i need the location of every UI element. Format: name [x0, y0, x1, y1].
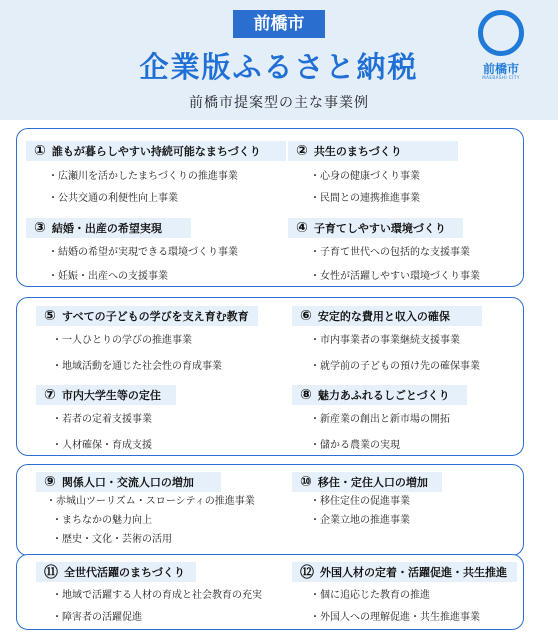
category-number: ① [34, 143, 46, 159]
page-subtitle: 前橋市提案型の主な事業例 [189, 95, 369, 111]
list-item: ・まちなかの魅力向上 [52, 515, 152, 526]
category-number: ⑤ [44, 308, 56, 324]
category-number: ⑧ [300, 387, 312, 403]
category-header [288, 141, 458, 161]
category-2 [288, 141, 458, 204]
category-title: 結婚・出産の希望実現 [51, 222, 162, 235]
category-header [36, 385, 176, 405]
category-header [26, 218, 191, 238]
category-number: ② [296, 143, 308, 159]
category-number: ③ [34, 220, 46, 236]
category-header [292, 562, 517, 582]
category-header [292, 472, 442, 492]
maebashi-logo-icon [478, 10, 524, 56]
list-item: ・儲かる農業の実現 [310, 440, 400, 451]
list-item: ・人材確保・育成支援 [52, 440, 152, 451]
list-item: ・民間との連携推進事業 [310, 193, 420, 204]
category-10 [292, 472, 442, 526]
category-number: ④ [296, 220, 308, 236]
category-title: 安定的な費用と収入の確保 [317, 310, 450, 323]
category-6 [292, 306, 482, 372]
category-header [26, 141, 286, 161]
list-item: ・公共交通の利便性向上事業 [48, 193, 178, 204]
category-title: 魅力あふれるしごとづくり [317, 389, 450, 402]
category-3 [26, 218, 238, 282]
header-banner [0, 0, 558, 120]
list-item: ・若者の定着支援事業 [52, 414, 152, 425]
category-8 [292, 385, 467, 451]
page-title: 企業版ふるさと納税 [139, 50, 419, 84]
list-item: ・地域活動を通じた社会性の育成事業 [52, 361, 222, 372]
list-item: ・地域で活躍する人材の育成と社会教育の充実 [52, 590, 262, 601]
category-title: 共生のまちづくり [313, 145, 402, 158]
list-item: ・障害者の活躍促進 [52, 612, 142, 623]
category-number: ⑫ [300, 565, 314, 581]
list-item: ・就学前の子どもの預け先の確保事業 [310, 361, 480, 372]
category-header [292, 306, 482, 326]
category-header [36, 472, 221, 492]
logo-subtext: MAEBASHI CITY [482, 75, 520, 80]
list-item: ・女性が活躍しやすい環境づくり事業 [310, 271, 480, 282]
city-badge: 前橋市 [233, 10, 325, 38]
category-title: すべての子どもの学びを支え育む教育 [61, 310, 249, 323]
category-number: ⑩ [300, 474, 312, 490]
list-item: ・新産業の創出と新市場の開拓 [310, 414, 450, 425]
category-12 [292, 562, 517, 623]
category-5 [36, 306, 258, 372]
list-item: ・結婚の希望が実現できる環境づくり事業 [48, 247, 238, 258]
category-title: 外国人材の定着・活躍促進・共生推進 [320, 566, 507, 579]
list-item: ・歴史・文化・芸術の活用 [52, 534, 172, 545]
category-title: 市内大学生等の定住 [61, 389, 161, 402]
list-item: ・外国人への理解促進・共生推進事業 [310, 612, 480, 623]
list-item: ・子育て世代への包括的な支援事業 [310, 247, 470, 258]
category-11 [36, 562, 262, 623]
category-title: 移住・定住人口の増加 [317, 476, 428, 489]
category-title: 全世代活躍のまちづくり [64, 566, 185, 579]
list-item: ・一人ひとりの学びの推進事業 [52, 335, 192, 346]
list-item: ・個に追応じた教育の推進 [310, 590, 430, 601]
category-header [36, 562, 196, 582]
list-item: ・企業立地の推進事業 [310, 515, 410, 526]
category-9 [36, 472, 255, 545]
category-title: 子育てしやすい環境づくり [313, 222, 446, 235]
category-header [288, 218, 463, 238]
category-number: ⑦ [44, 387, 56, 403]
category-number: ⑨ [44, 474, 56, 490]
list-item: ・移住定住の促進事業 [310, 496, 410, 507]
category-header [36, 306, 258, 326]
list-item: ・広瀬川を活かしたまちづくりの推進事業 [48, 171, 238, 182]
category-number: ⑥ [300, 308, 312, 324]
category-title: 誰もが暮らしやすい持続可能なまちづくり [51, 145, 261, 158]
category-header [292, 385, 467, 405]
list-item: ・市内事業者の事業継続支援事業 [310, 335, 460, 346]
list-item: ・心身の健康づくり事業 [310, 171, 420, 182]
list-item: ・赤城山ツーリズム・スローシティの推進事業 [46, 496, 255, 507]
category-7 [36, 385, 176, 451]
category-number: ⑪ [44, 565, 58, 581]
category-title: 関係人口・交流人口の増加 [61, 476, 194, 489]
logo-text: 前橋市 [482, 62, 519, 76]
list-item: ・妊娠・出産への支援事業 [48, 271, 168, 282]
category-4 [288, 218, 480, 282]
category-1 [26, 141, 286, 204]
